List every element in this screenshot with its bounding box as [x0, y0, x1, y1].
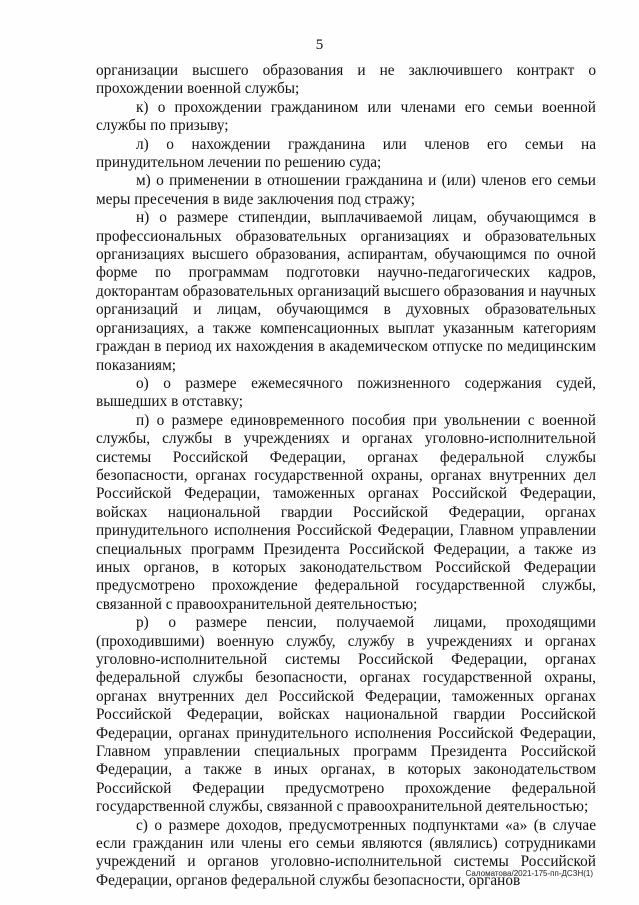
- document-body: [96, 62, 596, 890]
- paragraph-item-l: л) о нахождении гражданина или членов его семьи на принудительном лечении по решению суда;: [96, 135, 596, 172]
- page-number: 5: [315, 37, 324, 53]
- paragraph-item-o: о) о размере ежемесячного пожизненного содержания судей, вышедших в отставку;: [96, 374, 596, 411]
- paragraph-item-n: н) о размере стипендии, выплачиваемой лицам, обучающимся в профессиональных образовательных организациях и образовательных организациях высшего образования, аспирантам, обучающимся по очной форме по программам подготовки научно-педагогических кадров, докторантам образовательных организаций высшего образования и научных организаций и лицам, обучающимся в духовных образовательных организациях, а также компенсационных выплат указанным категориям граждан в период их нахождения в академическом отпуске по медицинским показаниям;: [96, 209, 596, 374]
- paragraph-item-k: к) о прохождении гражданином или членами его семьи военной службы по призыву;: [96, 98, 596, 135]
- paragraph-item-r: р) о размере пенсии, получаемой лицами, проходящими (проходившими) военную службу, службу в учреждениях и органах уголовно-исполнительной системы Российской Федерации, органах федеральной службы безопасности, органах государственной охраны, органах внутренних дел Российской Федерации, таможенных органах Российской Федерации, войсках национальной гвардии Российской Федерации, органах принудительного исполнения Российской Федерации, Главном управлении специальных программ Президента Российской Федерации, а также в иных органах, в которых законодательством Российской Федерации предусмотрено прохождение федеральной государственной службы, связанной с правоохранительной деятельностью;: [96, 614, 596, 816]
- paragraph-item-m: м) о применении в отношении гражданина и (или) членов его семьи меры пресечения в виде заключения под стражу;: [96, 172, 596, 208]
- document-footer-code: Саломатова/2021-175-пп-ДСЗН(1): [465, 869, 593, 878]
- paragraph-item-p: п) о размере единовременного пособия при увольнении с военной службы, службы в учреждениях и органах уголовно-исполнительной системы Российской Федерации, органах федеральной службы безопасности, органах государственной охраны, органах внутренних дел Российской Федерации, таможенных органах Российской Федерации, войсках национальной гвардии Российской Федерации, органах принудительного исполнения Российской Федерации, Главном управлении специальных программ Президента Российской Федерации, а также из иных органов, в которых законодательством Российской Федерации предусмотрено прохождение федеральной государственной службы, связанной с правоохранительной деятельностью;: [96, 411, 596, 613]
- paragraph-continuation: организации высшего образования и не заключившего контракт о прохождении военной службы;: [96, 62, 596, 98]
- paragraph-item-s: с) о размере доходов, предусмотренных подпунктами «а» (в случае если гражданин или члены его семьи являются (являлись) сотрудниками учреждений и органов уголовно-исполнительной системы Российской Федерации, органов федеральной службы безопасности, органов: [96, 816, 596, 889]
